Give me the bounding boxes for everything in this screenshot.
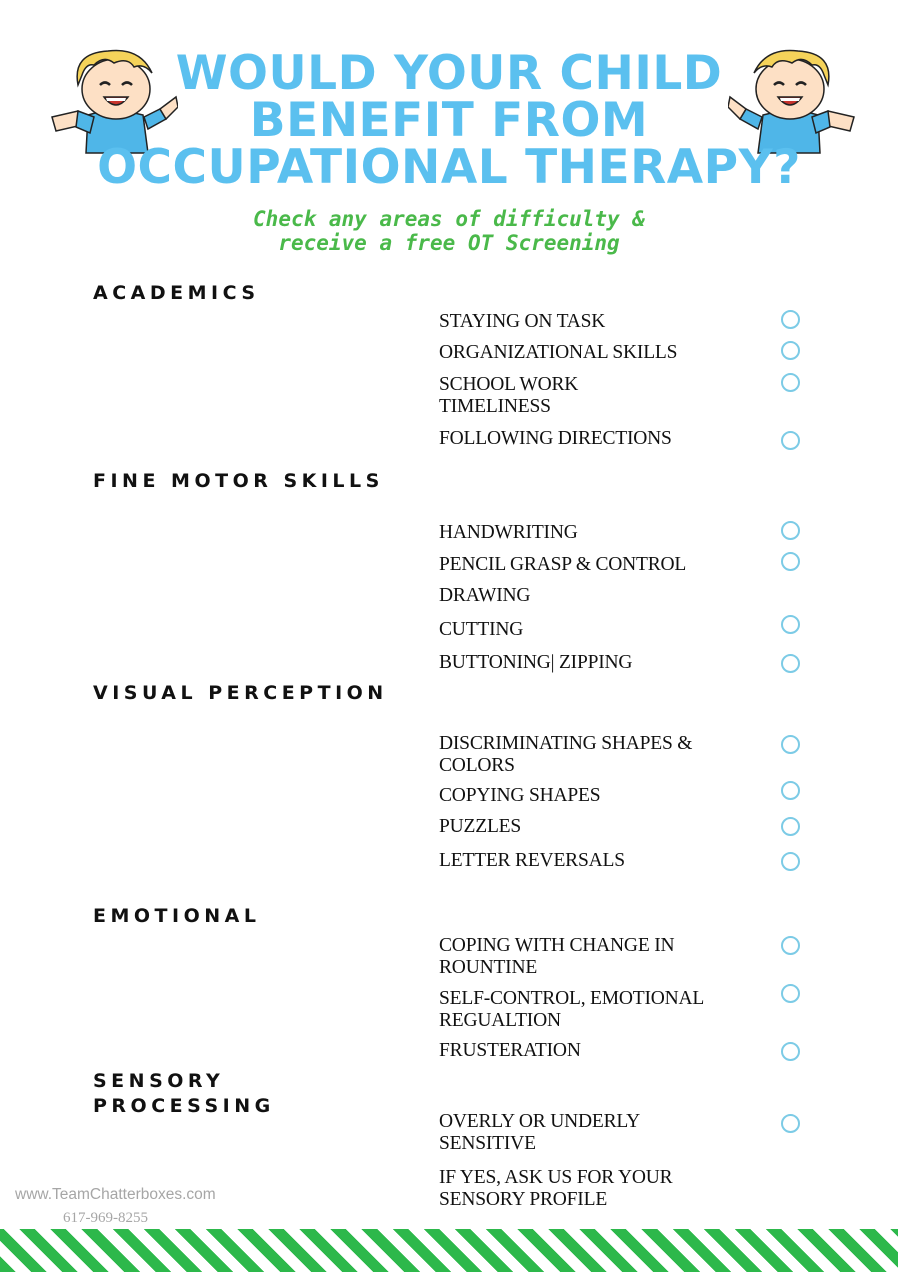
page-subtitle-line: Check any areas of difficulty & (253, 207, 645, 231)
checklist-item-label: OVERLY OR UNDERLY SENSITIVE (439, 1111, 640, 1154)
checklist-item-label: SCHOOL WORK TIMELINESS (439, 374, 579, 417)
checklist-item-label: DISCRIMINATING SHAPES & COLORS (439, 733, 693, 776)
checkbox[interactable] (781, 654, 800, 673)
checkbox[interactable] (781, 817, 800, 836)
page-title-line: WOULD YOUR CHILD (175, 46, 723, 101)
checklist-item-label: PENCIL GRASP & CONTROL (439, 554, 687, 575)
checkbox[interactable] (781, 521, 800, 540)
checkbox[interactable] (781, 431, 800, 450)
page-subtitle (0, 207, 898, 255)
section-heading-fine-motor-skills: FINE MOTOR SKILLS (93, 470, 384, 492)
checkbox[interactable] (781, 735, 800, 754)
checklist-item-label: STAYING ON TASK (439, 311, 606, 332)
checklist-item-label: HANDWRITING (439, 522, 578, 543)
section-heading-visual-perception: VISUAL PERCEPTION (93, 682, 388, 704)
checklist-item-label: DRAWING (439, 585, 531, 606)
checklist-item-label: IF YES, ASK US FOR YOUR SENSORY PROFILE (439, 1167, 673, 1210)
checklist-item-label: COPYING SHAPES (439, 785, 601, 806)
checklist-item-label: ORGANIZATIONAL SKILLS (439, 342, 678, 363)
checklist-item-label: FOLLOWING DIRECTIONS (439, 428, 672, 449)
checklist-item-label: COPING WITH CHANGE IN ROUNTINE (439, 935, 675, 978)
checklist-item-label: LETTER REVERSALS (439, 850, 625, 871)
checkbox[interactable] (781, 373, 800, 392)
checkbox[interactable] (781, 1114, 800, 1133)
checkbox[interactable] (781, 936, 800, 955)
decorative-stripe-border (0, 1229, 898, 1272)
checklist-item-label: SELF-CONTROL, EMOTIONAL REGUALTION (439, 988, 704, 1031)
checkbox[interactable] (781, 984, 800, 1003)
page-title (0, 46, 898, 195)
checklist-item-label: CUTTING (439, 619, 524, 640)
page-title-line: BENEFIT FROM (249, 93, 649, 148)
checkbox[interactable] (781, 552, 800, 571)
section-heading-sensory-processing: SENSORY PROCESSING (93, 1070, 275, 1117)
checklist-item-label: PUZZLES (439, 816, 522, 837)
checkbox[interactable] (781, 781, 800, 800)
checklist-item-label: FRUSTERATION (439, 1040, 581, 1061)
section-heading-emotional: EMOTIONAL (93, 905, 261, 927)
checkbox[interactable] (781, 615, 800, 634)
checkbox[interactable] (781, 341, 800, 360)
checkbox[interactable] (781, 310, 800, 329)
checkbox[interactable] (781, 1042, 800, 1061)
phone-number: 617-969-8255 (63, 1210, 148, 1226)
page-title-line: OCCUPATIONAL THERAPY? (97, 140, 801, 195)
checklist-item-label: BUTTONING| ZIPPING (439, 652, 633, 673)
website-link[interactable]: www.TeamChatterboxes.com (15, 1186, 216, 1203)
section-heading-academics: ACADEMICS (93, 282, 260, 304)
page-subtitle-line: receive a free OT Screening (278, 231, 620, 255)
checkbox[interactable] (781, 852, 800, 871)
